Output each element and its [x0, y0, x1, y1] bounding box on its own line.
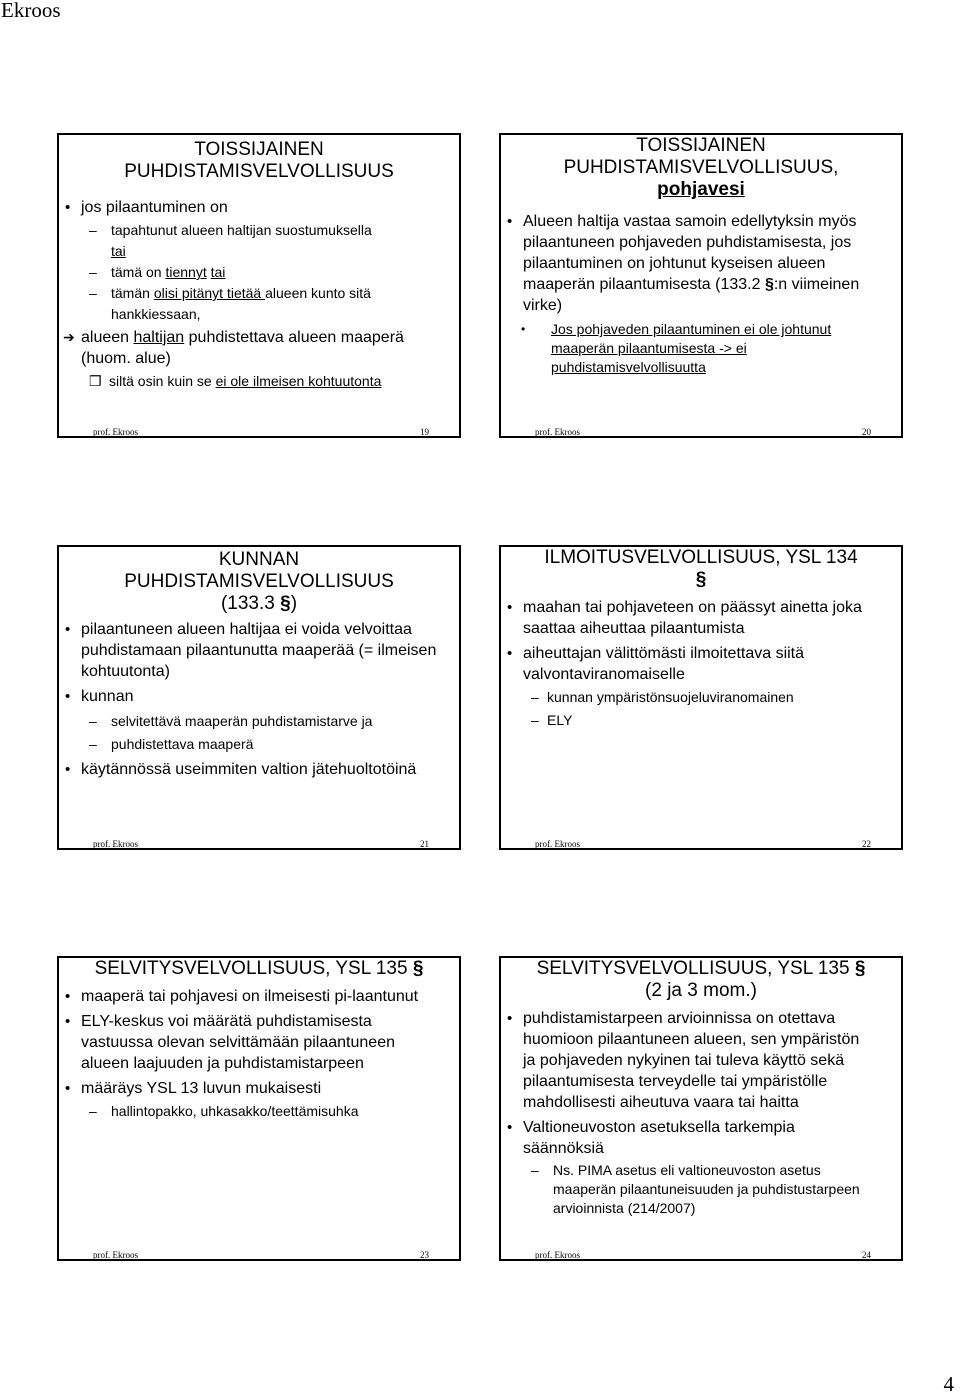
bullet: • maahan tai pohjaveteen on päässyt ainetta joka saattaa aiheuttaa pilaantumista: [501, 597, 871, 639]
slide-23: [57, 956, 461, 1261]
slide-footer-number: 20: [862, 427, 871, 437]
slide-footer-number: 23: [420, 1250, 429, 1260]
section-sign: §: [412, 958, 424, 979]
slide-footer-number: 22: [862, 839, 871, 849]
dash-item: – kunnan ympäristönsuojeluviranomainen: [501, 687, 871, 708]
bullet: • Valtioneuvoston asetuksella tarkempia säännöksiä: [501, 1117, 871, 1159]
slide-21: [57, 545, 461, 850]
bullet: • kunnan: [59, 686, 439, 707]
slide-title: TOISSIJAINEN PUHDISTAMISVELVOLLISUUS, pohjavesi: [563, 135, 839, 200]
bullet: • pilaantuneen alueen haltijaa ei voida velvoittaa puhdistamaan pilaantunutta maaperää (= ilmeisen kohtuutonta): [59, 619, 439, 682]
slide-title: KUNNAN PUHDISTAMISVELVOLLISUUS (133.3 §): [124, 549, 394, 614]
dash-item: – tapahtunut alueen haltijan suostumuksella tai: [59, 220, 439, 262]
section-sign: §: [854, 958, 866, 979]
section-sign: §: [695, 569, 707, 590]
slide-title: TOISSIJAINEN PUHDISTAMISVELVOLLISUUS: [124, 139, 394, 182]
slide-footer-number: 21: [420, 839, 429, 849]
bullet: • määräys YSL 13 luvun mukaisesti: [59, 1078, 429, 1099]
dash-item: – selvitettävä maaperän puhdistamistarve ja: [59, 711, 439, 732]
slide-footer-author: prof. Ekroos: [535, 1250, 580, 1260]
slide-footer-author: prof. Ekroos: [535, 427, 580, 437]
bullet: • ELY-keskus voi määrätä puhdistamisesta vastuussa olevan selvittämään pilaantuneen alueen laajuuden ja puhdistamistarpeen: [59, 1011, 429, 1074]
bullet: • jos pilaantuminen on: [59, 197, 439, 218]
bullet: • puhdistamistarpeen arvioinnissa on otettava huomioon pilaantuneen alueen, sen ympäristön ja pohjaveden nykyinen tai tuleva käyttö sekä pilaantumisesta terveydelle tai ympäristölle mahdollisesti aiheutuva vaara tai haitta: [501, 1008, 871, 1113]
slide-22: [499, 545, 903, 850]
bullet: • aiheuttajan välittömästi ilmoitettava siitä valvontaviranomaiselle: [501, 643, 871, 685]
slide-footer-author: prof. Ekroos: [535, 839, 580, 849]
bullet: • maaperä tai pohjavesi on ilmeisesti pi-laantunut: [59, 986, 429, 1007]
dash-item: – tämän olisi pitänyt tietää alueen kunto sitä hankkiessaan,: [59, 283, 439, 325]
slide-footer-author: prof. Ekroos: [93, 839, 138, 849]
slide-title: SELVITYSVELVOLLISUUS, YSL 135 § (2 ja 3 mom.): [536, 958, 866, 1001]
slide-footer-number: 19: [420, 427, 429, 437]
slide-title: ILMOITUSVELVOLLISUUS, YSL 134 §: [544, 547, 858, 590]
section-sign: §: [764, 276, 774, 293]
document-title: Ekroos: [1, 0, 61, 22]
page-number: 4: [943, 1372, 954, 1396]
dash-item: – hallintopakko, uhkasakko/teettämisuhka: [59, 1101, 429, 1122]
slide-title: SELVITYSVELVOLLISUUS, YSL 135 §: [94, 958, 424, 979]
slide-footer-number: 24: [862, 1250, 871, 1260]
arrow-item: ➔ alueen haltijan puhdistettava alueen maaperä (huom. alue): [59, 327, 439, 369]
sub-bullet: • Jos pohjaveden pilaantuminen ei ole johtunut maaperän pilaantumisesta -> ei puhdistamisvelvollisuutta: [485, 320, 861, 377]
slide-20: [499, 133, 903, 438]
slide-19: [57, 133, 461, 438]
dash-item: – puhdistettava maaperä: [59, 734, 439, 755]
dash-item: – tämä on tiennyt tai: [59, 262, 439, 283]
slide-footer-author: prof. Ekroos: [93, 427, 138, 437]
slide-footer-author: prof. Ekroos: [93, 1250, 138, 1260]
bullet: • Alueen haltija vastaa samoin edellytyksin myös pilaantuneen pohjaveden puhdistamisesta, jos pilaantuminen on johtunut kyseisen alueen maaperän pilaantumisesta (133.2 §:n viimeinen virke): [501, 211, 861, 316]
box-item: ❒ siltä osin kuin se ei ole ilmeisen kohtuutonta: [59, 371, 439, 392]
dash-item: – Ns. PIMA asetus eli valtioneuvoston asetus maaperän pilaantuneisuuden ja puhdistustarpeen arvioinnista (214/2007): [501, 1161, 871, 1218]
slide-24: [499, 956, 903, 1261]
dash-item: – ELY: [501, 710, 871, 731]
section-sign: §: [280, 593, 291, 614]
bullet: • käytännössä useimmiten valtion jätehuoltotöinä: [59, 759, 439, 780]
